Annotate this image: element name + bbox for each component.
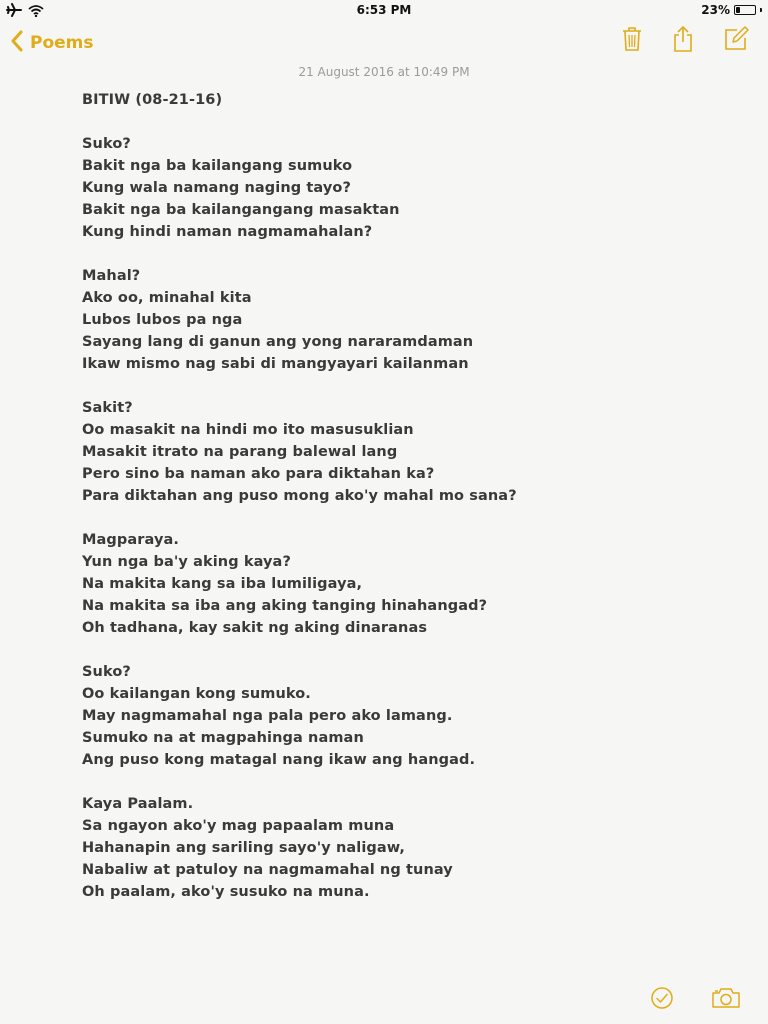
note-line: Oo masakit na hindi mo ito masusuklian <box>82 422 414 438</box>
battery-icon <box>734 5 756 15</box>
note-line: Oh tadhana, kay sakit ng aking dinaranas <box>82 620 428 636</box>
note-line: Ikaw mismo nag sabi di mangyayari kailanman <box>82 356 469 372</box>
status-bar <box>0 0 768 22</box>
blank-line <box>82 639 722 661</box>
nav-bar <box>0 22 768 66</box>
share-icon <box>672 25 694 57</box>
back-button[interactable] <box>10 28 94 58</box>
bottom-toolbar <box>0 980 768 1024</box>
note-line: Oo kailangan kong sumuko. <box>82 686 311 702</box>
share-button[interactable] <box>668 26 698 56</box>
note-line: Oh paalam, ako'y susuko na muna. <box>82 884 370 900</box>
blank-line <box>82 507 722 529</box>
blank-line <box>82 771 722 793</box>
camera-button[interactable] <box>709 986 743 1014</box>
note-body[interactable] <box>82 89 722 903</box>
note-line: Magparaya. <box>82 532 179 548</box>
note-line: Pero sino ba naman ako para diktahan ka? <box>82 466 435 482</box>
note-line: Nabaliw at patuloy na nagmamahal ng tunay <box>82 862 453 878</box>
back-label: Poems <box>30 33 94 53</box>
checklist-button[interactable] <box>647 986 677 1014</box>
note-line: Sayang lang di ganun ang yong nararamdaman <box>82 334 474 350</box>
note-line: Suko? <box>82 664 131 680</box>
note-line: Kung wala namang naging tayo? <box>82 180 351 196</box>
trash-icon <box>621 26 643 56</box>
battery-fill <box>736 7 740 13</box>
note-line: Bakit nga ba kailangangang masaktan <box>82 202 400 218</box>
battery-percent: 23% <box>701 3 730 17</box>
note-line: Kaya Paalam. <box>82 796 194 812</box>
note-line: Mahal? <box>82 268 141 284</box>
note-line: Ako oo, minahal kita <box>82 290 252 306</box>
note-line: Yun nga ba'y aking kaya? <box>82 554 291 570</box>
blank-line <box>82 375 722 397</box>
delete-button[interactable] <box>617 26 647 56</box>
note-line: Na makita kang sa iba lumiligaya, <box>82 576 363 592</box>
note-line: Sakit? <box>82 400 133 416</box>
note-line: Ang puso kong matagal nang ikaw ang hangad. <box>82 752 476 768</box>
note-line: Na makita sa iba ang aking tanging hinahangad? <box>82 598 488 614</box>
compose-icon <box>723 26 749 56</box>
camera-icon <box>711 987 741 1013</box>
note-line: Hahanapin ang sariling sayo'y naligaw, <box>82 840 405 856</box>
compose-button[interactable] <box>721 26 751 56</box>
battery-tip <box>760 8 762 12</box>
note-line: Para diktahan ang puso mong ako'y mahal mo sana? <box>82 488 517 504</box>
status-time: 6:53 PM <box>356 3 412 17</box>
note-line: Suko? <box>82 136 131 152</box>
note-line: Bakit nga ba kailangang sumuko <box>82 158 353 174</box>
status-right <box>701 3 762 17</box>
note-line: Kung hindi naman nagmamahalan? <box>82 224 373 240</box>
blank-line <box>82 111 722 133</box>
note-line: Sumuko na at magpahinga naman <box>82 730 364 746</box>
note-line: BITIW (08-21-16) <box>82 92 223 108</box>
note-line: May nagmamahal nga pala pero ako lamang. <box>82 708 453 724</box>
note-timestamp: 21 August 2016 at 10:49 PM <box>298 65 470 79</box>
blank-line <box>82 243 722 265</box>
chevron-left-icon <box>10 30 24 56</box>
note-line: Masakit itrato na parang balewal lang <box>82 444 398 460</box>
note-line: Lubos lubos pa nga <box>82 312 243 328</box>
note-line: Sa ngayon ako'y mag papaalam muna <box>82 818 395 834</box>
checklist-icon <box>650 986 674 1014</box>
